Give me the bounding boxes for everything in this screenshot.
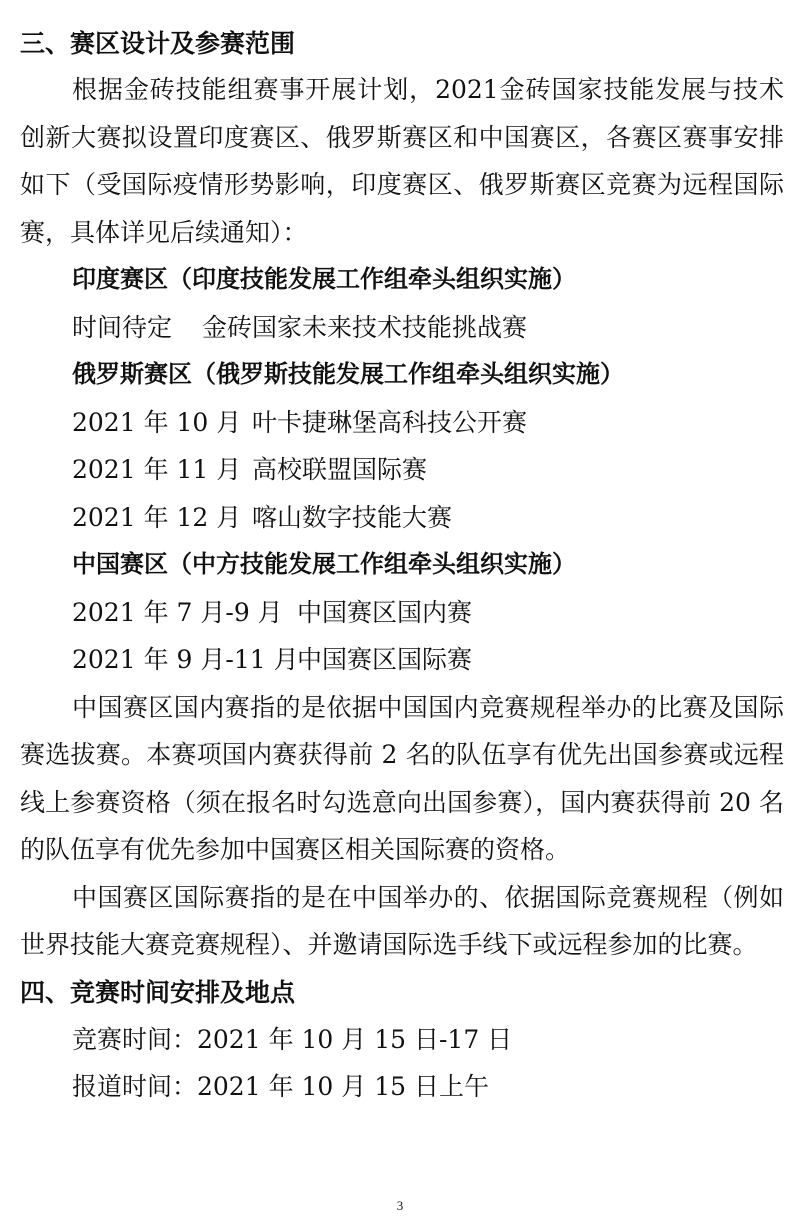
india-region-title: 印度赛区（印度技能发展工作组牵头组织实施） xyxy=(72,265,576,293)
event-date: 2021 年 7 月-9 月 xyxy=(72,597,283,627)
event-name: 叶卡捷琳堡高科技公开赛 xyxy=(252,407,528,437)
event-name: 喀山数字技能大赛 xyxy=(252,502,453,532)
china-event-row xyxy=(72,636,784,684)
competition-time: 竞赛时间：2021 年 10 月 15 日-17 日 xyxy=(72,1024,513,1054)
russia-region-title: 俄罗斯赛区（俄罗斯技能发展工作组牵头组织实施） xyxy=(72,360,624,388)
page-number: 3 xyxy=(396,1198,404,1213)
section-3-heading: 三、赛区设计及参赛范围 xyxy=(20,29,296,58)
event-name: 中国赛区国内赛 xyxy=(297,597,473,627)
registration-time: 报道时间：2021 年 10 月 15 日上午 xyxy=(72,1072,489,1101)
india-event-row xyxy=(72,304,784,352)
event-name: 中国赛区国际赛 xyxy=(297,645,473,674)
event-date: 2021 年 9 月-11 月 xyxy=(72,645,299,674)
event-date: 时间待定 xyxy=(72,312,173,342)
domestic-competition-note: 中国赛区国内赛指的是依据中国国内竞赛规程举办的比赛及国际赛选拔赛。本赛项国内赛获得前 2 名的队伍享有优先出国参赛或远程线上参赛资格（须在报名时勾选意向出国参赛），国内赛获得前 20 名的队伍享有优先参加中国赛区相关国际赛的资格。 xyxy=(20,692,784,864)
event-date: 2021 年 10 月 xyxy=(72,407,242,437)
russia-event-row xyxy=(72,494,784,542)
document-page xyxy=(20,22,784,1111)
china-event-row xyxy=(72,589,784,637)
russia-event-row xyxy=(72,399,784,447)
section-4-heading: 四、竞赛时间安排及地点 xyxy=(20,977,296,1007)
event-date: 2021 年 12 月 xyxy=(72,502,242,532)
international-competition-note: 中国赛区国际赛指的是在中国举办的、依据国际竞赛规程（例如世界技能大赛竞赛规程）、并邀请国际选手线下或远程参加的比赛。 xyxy=(20,882,784,959)
section-3-intro: 根据金砖技能组赛事开展计划，2021金砖国家技能发展与技术创新大赛拟设置印度赛区、俄罗斯赛区和中国赛区，各赛区赛事安排如下（受国际疫情形势影响，印度赛区、俄罗斯赛区竞赛为远程国际赛，具体详见后续通知）： xyxy=(20,75,784,247)
event-date: 2021 年 11 月 xyxy=(72,455,242,484)
china-region-title: 中国赛区（中方技能发展工作组牵头组织实施） xyxy=(72,550,576,578)
event-name: 金砖国家未来技术技能挑战赛 xyxy=(202,312,528,342)
event-name: 高校联盟国际赛 xyxy=(252,455,428,484)
russia-event-row xyxy=(72,446,784,494)
